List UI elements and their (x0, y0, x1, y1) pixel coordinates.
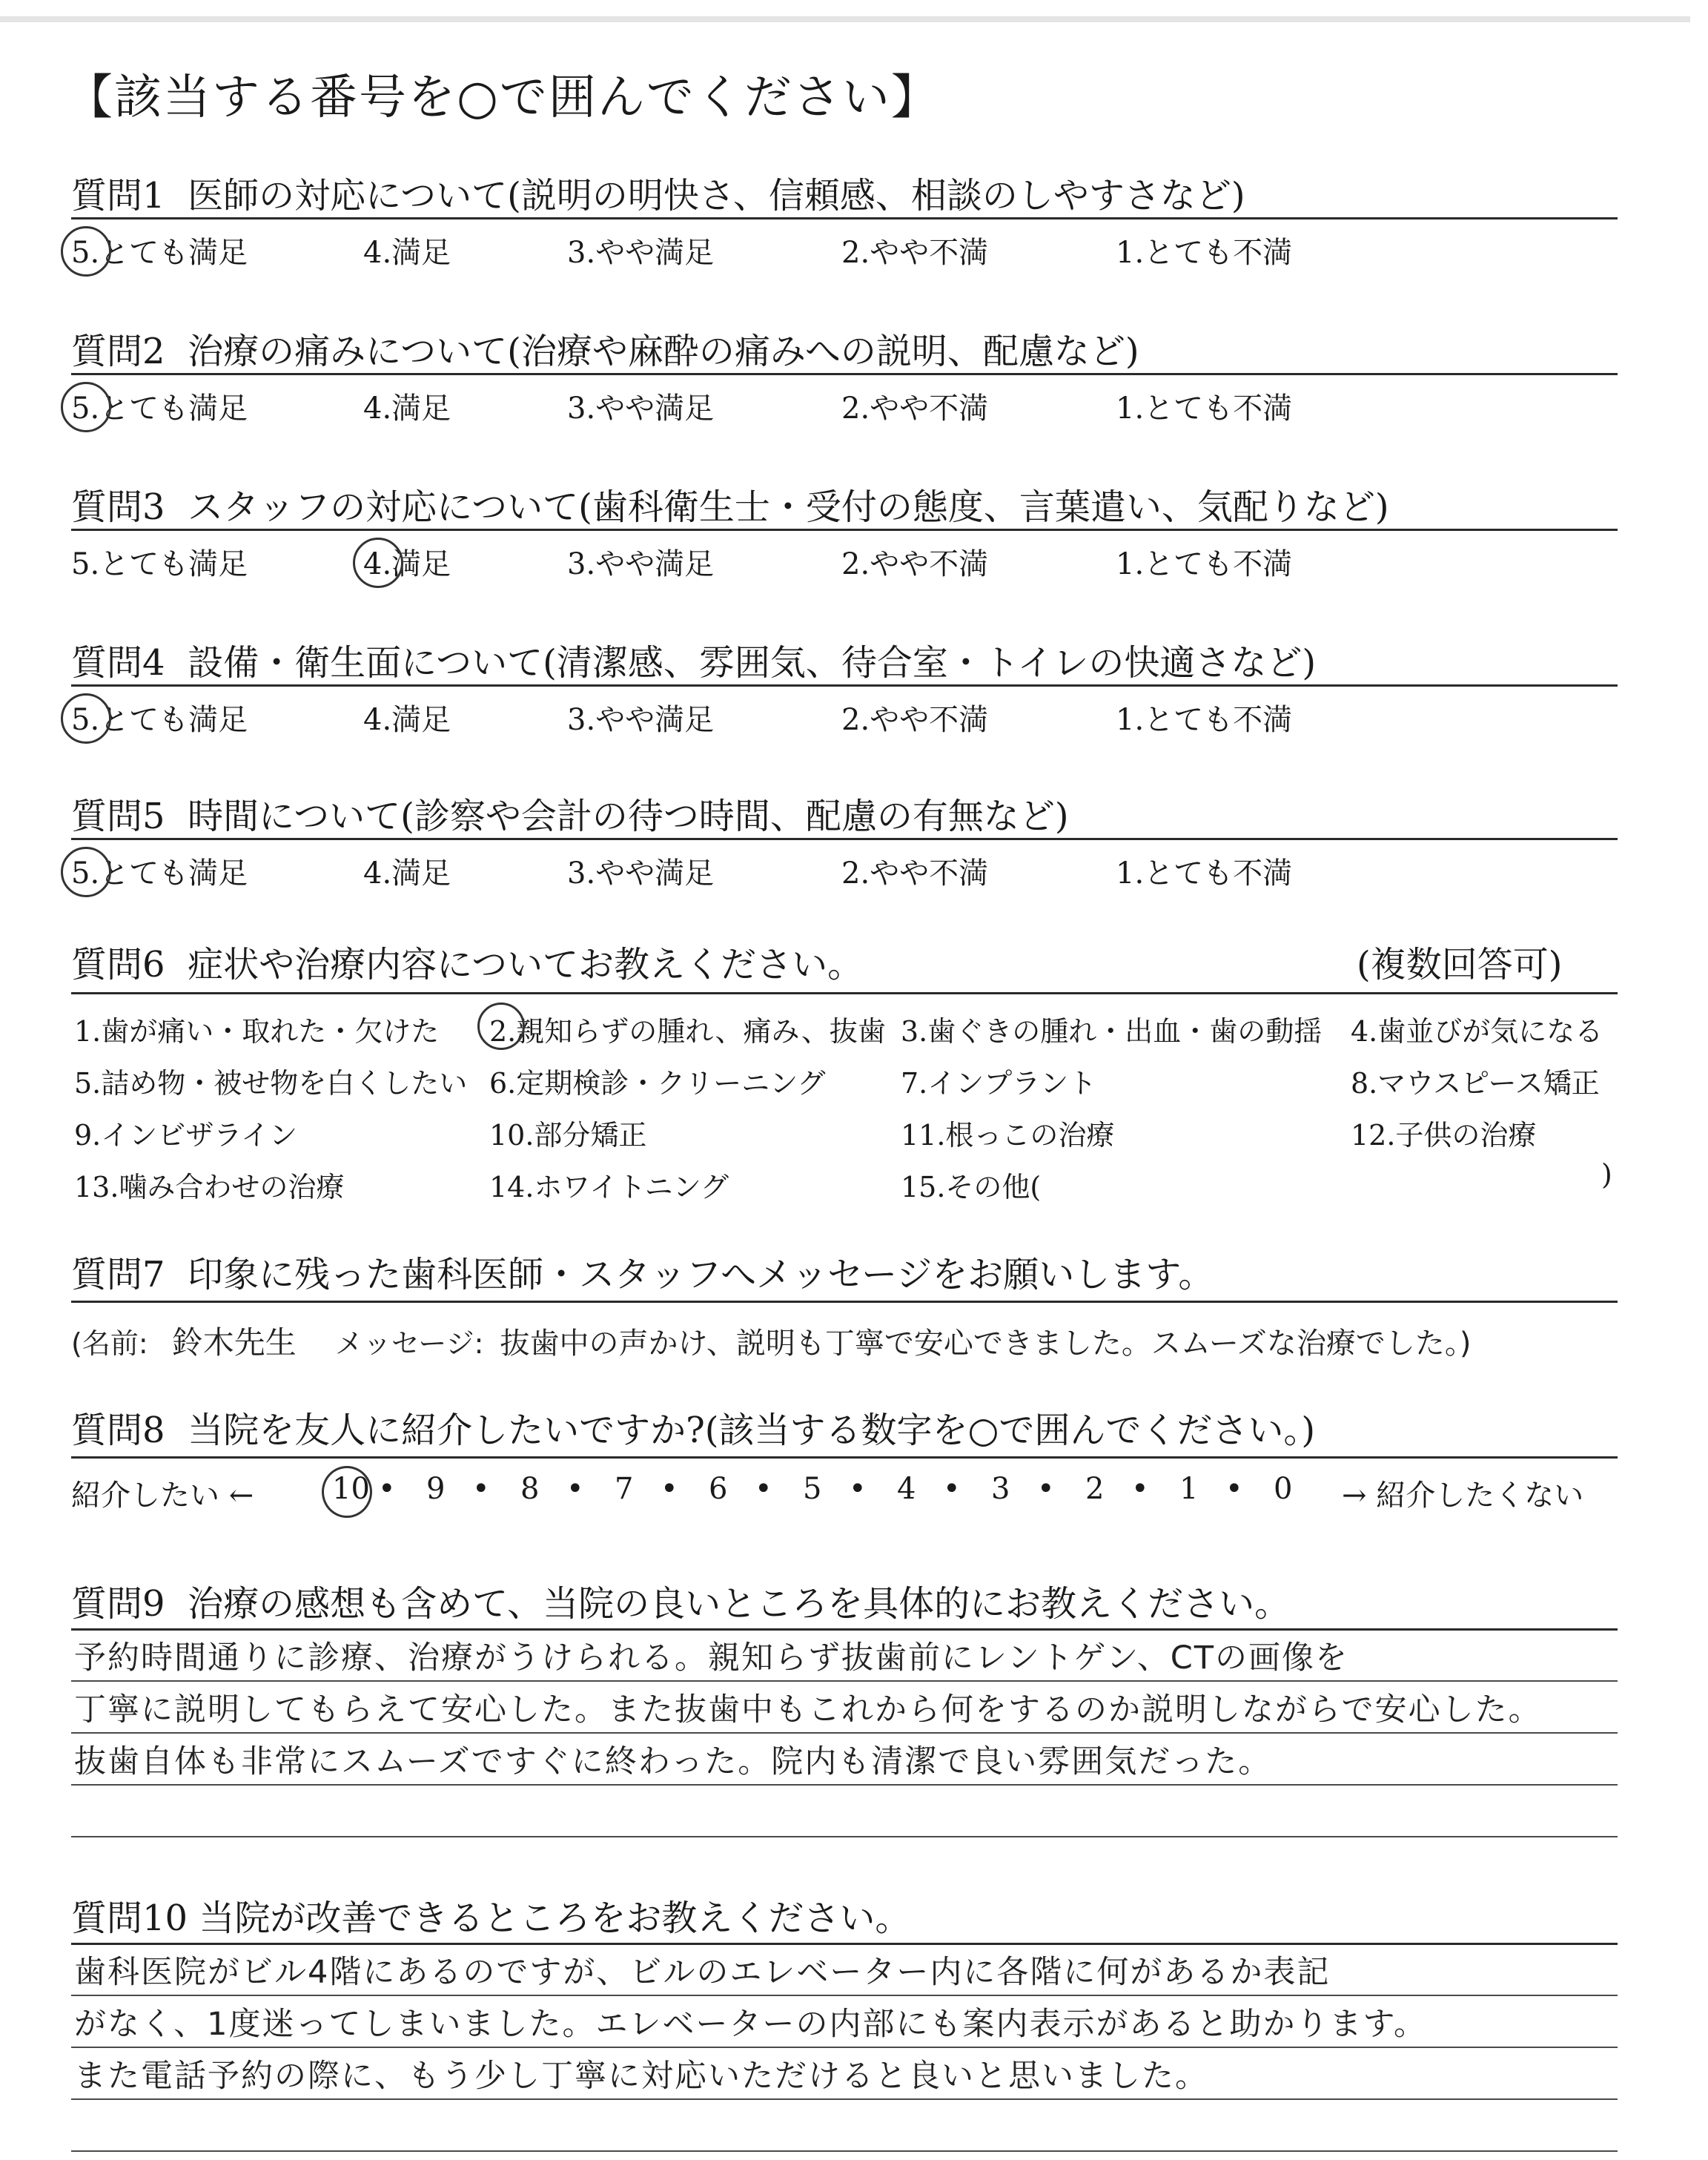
q8-selection-circle (322, 1466, 372, 1518)
q8-scale-separator: • (1131, 1472, 1149, 1506)
q2-rule (71, 373, 1618, 375)
q3-option-5[interactable]: 5.とても満足 (71, 547, 248, 581)
page-title: 【該当する番号を○で囲んでください】 (65, 70, 940, 125)
q6-option-5[interactable]: 5.詰め物・被せ物を白くしたい (74, 1067, 468, 1100)
q8-scale-separator: • (566, 1472, 584, 1506)
q2-selection-circle (61, 382, 111, 432)
q5-text: 時間について(診察や会計の待つ時間、配慮の有無など) (188, 796, 1069, 837)
q7-name-label: (名前: (71, 1327, 148, 1360)
q5-option-2[interactable]: 2.やや不満 (841, 856, 989, 891)
q8-text: 当院を友人に紹介したいですか?(該当する数字を○で囲んでください。) (188, 1410, 1316, 1451)
q10-writing-rule (71, 2047, 1618, 2048)
q3-option-3[interactable]: 3.やや満足 (567, 547, 715, 581)
q4-option-5[interactable]: 5.とても満足 (71, 703, 248, 737)
q3-option-2[interactable]: 2.やや不満 (841, 547, 989, 581)
q9-answer-line[interactable]: 予約時間通りに診療、治療がうけられる。親知らず抜歯前にレントゲン、CTの画像を (74, 1639, 1349, 1677)
q10-title (71, 1889, 910, 1941)
q8-right-label: → 紹介したくない (1342, 1479, 1584, 1513)
q3-selection-circle (353, 538, 403, 588)
q8-scale-value[interactable]: 8 (520, 1472, 540, 1506)
q6-option-12[interactable]: 12.子供の治療 (1351, 1119, 1537, 1152)
q10-answer-line[interactable]: がなく、1度迷ってしまいました。エレベーターの内部にも案内表示があると助かります。 (74, 2006, 1428, 2043)
q8-scale-separator: • (849, 1472, 867, 1506)
q8-scale-value[interactable]: 7 (615, 1472, 634, 1506)
q10-title-rule (71, 1943, 1618, 1945)
q6-option-2[interactable]: 2.親知らずの腫れ、痛み、抜歯 (489, 1015, 886, 1048)
q6-option-14[interactable]: 14.ホワイトニング (489, 1171, 729, 1203)
q7-message-label: メッセージ: (334, 1327, 484, 1360)
q6-option-8[interactable]: 8.マウスピース矯正 (1351, 1067, 1600, 1100)
q1-selection-circle (61, 226, 111, 277)
q10-answer-line[interactable]: また電話予約の際に、もう少し丁寧に対応いただけると良いと思いました。 (74, 2058, 1208, 2095)
q9-answer-line[interactable]: 抜歯自体も非常にスムーズですぐに終わった。院内も清潔で良い雰囲気だった。 (74, 1743, 1272, 1780)
q3-option-4[interactable]: 4.満足 (363, 547, 451, 581)
q3-option-1[interactable]: 1.とても不満 (1116, 547, 1293, 581)
q2-number: 質問2 (71, 331, 165, 372)
q1-number: 質問1 (71, 175, 165, 217)
q6-option-4[interactable]: 4.歯並びが気になる (1351, 1015, 1603, 1048)
q8-scale-value[interactable]: 0 (1274, 1472, 1293, 1506)
q6-option-7[interactable]: 7.インプラント (901, 1067, 1097, 1100)
q4-rule (71, 684, 1618, 687)
q2-option-2[interactable]: 2.やや不満 (841, 392, 989, 426)
q10-text: 当院が改善できるところをお教えください。 (199, 1898, 911, 1939)
q9-writing-rule (71, 1680, 1618, 1682)
q6-number: 質問6 (71, 944, 165, 985)
q8-scale-value[interactable]: 1 (1179, 1472, 1199, 1506)
q6-option-11[interactable]: 11.根っこの治療 (901, 1119, 1115, 1152)
q8-number: 質問8 (71, 1410, 165, 1451)
q2-option-5[interactable]: 5.とても満足 (71, 392, 248, 426)
q4-number: 質問4 (71, 642, 165, 684)
q6-rule (71, 992, 1618, 994)
q8-scale-value[interactable]: 10 (332, 1472, 370, 1506)
q2-text: 治療の痛みについて(治療や麻酔の痛みへの説明、配慮など) (188, 331, 1139, 372)
q1-option-1[interactable]: 1.とても不満 (1116, 236, 1293, 270)
q6-option-1[interactable]: 1.歯が痛い・取れた・欠けた (74, 1015, 440, 1048)
q4-option-3[interactable]: 3.やや満足 (567, 703, 715, 737)
q9-writing-rule (71, 1836, 1618, 1837)
q3-rule (71, 529, 1618, 531)
q1-option-2[interactable]: 2.やや不満 (841, 236, 989, 270)
q5-rule (71, 838, 1618, 840)
q7-text: 印象に残った歯科医師・スタッフへメッセージをお願いします。 (188, 1254, 1214, 1295)
q6-title (71, 936, 863, 987)
q9-writing-rule (71, 1784, 1618, 1786)
q9-number: 質問9 (71, 1583, 165, 1625)
q5-option-5[interactable]: 5.とても満足 (71, 856, 248, 891)
q7-rule (71, 1301, 1618, 1303)
q6-option-13[interactable]: 13.噛み合わせの治療 (74, 1171, 345, 1203)
q7-title (71, 1246, 1214, 1297)
q6-text: 症状や治療内容についてお教えください。 (188, 944, 864, 985)
q4-title (71, 634, 1316, 685)
q5-option-4[interactable]: 4.満足 (363, 856, 451, 891)
q4-option-2[interactable]: 2.やや不満 (841, 703, 989, 737)
q1-option-3[interactable]: 3.やや満足 (567, 236, 715, 270)
q3-title (71, 478, 1389, 529)
q8-scale-separator: • (661, 1472, 678, 1506)
q10-writing-rule (71, 1995, 1618, 1996)
q9-text: 治療の感想も含めて、当院の良いところを具体的にお教えください。 (188, 1583, 1291, 1625)
q6-option-3[interactable]: 3.歯ぐきの腫れ・出血・歯の動揺 (901, 1015, 1323, 1048)
q3-text: スタッフの対応について(歯科衛生士・受付の態度、言葉遣い、気配りなど) (188, 486, 1389, 528)
q6-option-9[interactable]: 9.インビザライン (74, 1119, 298, 1152)
q5-title (71, 787, 1069, 839)
q8-scale-value[interactable]: 4 (897, 1472, 916, 1506)
q7-number: 質問7 (71, 1254, 165, 1295)
q7-message-value: 抜歯中の声かけ、説明も丁寧で安心できました。スムーズな治療でした。) (500, 1327, 1472, 1361)
q4-selection-circle (61, 693, 111, 744)
q2-option-3[interactable]: 3.やや満足 (567, 392, 715, 426)
q1-text: 医師の対応について(説明の明快さ、信頼感、相談のしやすさなど) (188, 175, 1245, 217)
scan-top-edge (0, 16, 1690, 22)
q2-option-1[interactable]: 1.とても不満 (1116, 392, 1293, 426)
q8-scale-value[interactable]: 2 (1085, 1472, 1105, 1506)
q8-rule (71, 1456, 1618, 1459)
q6-selection-circle (477, 1003, 525, 1050)
q9-answer-line[interactable]: 丁寧に説明してもらえて安心した。また抜歯中もこれから何をするのか説明しながらで安心した。 (74, 1691, 1542, 1728)
q1-option-5[interactable]: 5.とても満足 (71, 236, 248, 270)
q10-writing-rule (71, 2150, 1618, 2152)
q10-number: 質問10 (71, 1898, 188, 1939)
q8-scale-separator: • (943, 1472, 961, 1506)
q8-scale-separator: • (472, 1472, 490, 1506)
q5-option-1[interactable]: 1.とても不満 (1116, 856, 1293, 891)
q8-scale-separator: • (1225, 1472, 1243, 1506)
q8-left-label: 紹介したい ← (71, 1479, 254, 1513)
q10-writing-rule (71, 2098, 1618, 2100)
q6-option-15[interactable]: 15.その他( (901, 1171, 1042, 1203)
q9-title-rule (71, 1628, 1618, 1631)
q8-scale-separator: • (378, 1472, 396, 1506)
q4-option-1[interactable]: 1.とても不満 (1116, 703, 1293, 737)
q5-option-3[interactable]: 3.やや満足 (567, 856, 715, 891)
q9-writing-rule (71, 1732, 1618, 1734)
q1-title (71, 167, 1245, 218)
q1-option-4[interactable]: 4.満足 (363, 236, 451, 270)
q10-answer-line[interactable]: 歯科医院がビル4階にあるのですが、ビルのエレベーター内に各階に何があるか表記 (74, 1954, 1331, 1991)
q8-title (71, 1401, 1315, 1453)
q5-number: 質問5 (71, 796, 165, 837)
q6-option-10[interactable]: 10.部分矯正 (489, 1119, 647, 1152)
q2-title (71, 323, 1139, 374)
q8-scale-separator: • (755, 1472, 772, 1506)
q1-rule (71, 217, 1618, 219)
q8-scale-separator: • (1037, 1472, 1055, 1506)
q7-response (71, 1318, 1471, 1363)
q5-selection-circle (61, 847, 111, 897)
q9-title (71, 1575, 1290, 1626)
q6-option-6[interactable]: 6.定期検診・クリーニング (489, 1067, 826, 1100)
q8-scale-value[interactable]: 3 (991, 1472, 1010, 1506)
q8-scale-value[interactable]: 9 (426, 1472, 446, 1506)
q2-option-4[interactable]: 4.満足 (363, 392, 451, 426)
q8-scale-value[interactable]: 5 (803, 1472, 822, 1506)
q3-number: 質問3 (71, 486, 165, 528)
q7-name-value: 鈴木先生 (171, 1324, 297, 1361)
q4-option-4[interactable]: 4.満足 (363, 703, 451, 737)
q6-note: (複数回答可) (1357, 944, 1563, 985)
q4-text: 設備・衛生面について(清潔感、雰囲気、待合室・トイレの快適さなど) (188, 642, 1317, 684)
q8-scale-value[interactable]: 6 (709, 1472, 728, 1506)
q6-close-paren: ) (1601, 1158, 1612, 1191)
